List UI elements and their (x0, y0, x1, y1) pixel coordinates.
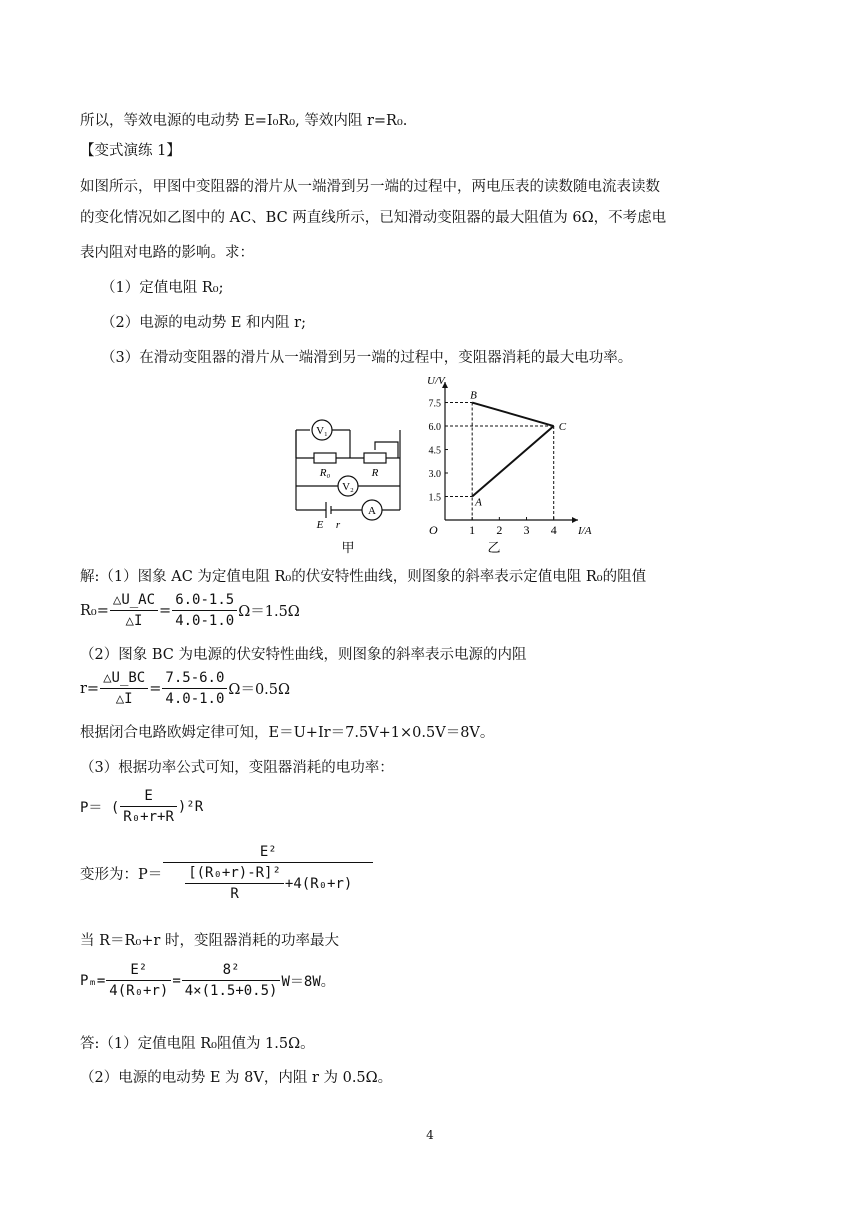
origin-label: O (429, 523, 438, 537)
power-equation (80, 786, 203, 827)
answer-line: （2）电源的电动势 E 为 8V，内阻 r 为 0.5Ω。 (80, 1070, 393, 1086)
denominator: 4.0-1.0 (165, 691, 225, 707)
y-tick-label: 6.0 (428, 422, 441, 434)
ui-graph (427, 375, 592, 537)
equals: = (149, 680, 162, 697)
point-label-B: B (470, 389, 477, 402)
denominator: 4(R₀+r) (109, 983, 169, 999)
x-tick-label: 3 (523, 523, 530, 537)
denominator: △I (125, 613, 143, 629)
ammeter-label: A (368, 505, 376, 517)
page-number: 4 (426, 1128, 434, 1142)
section-heading: 【变式演练 1】 (80, 143, 181, 159)
circuit-caption: 甲 (341, 541, 355, 556)
solution-line: （2）图象 BC 为电源的伏安特性曲线，则图象的斜率表示电源的内阻 (80, 647, 527, 663)
point-label-C: C (558, 421, 567, 434)
fraction (110, 590, 158, 631)
eq-lhs: 变形为：P＝ (80, 866, 163, 883)
inner-fraction (185, 863, 284, 904)
y-tick-label: 1.5 (428, 492, 441, 504)
internal-r-label: r (335, 519, 341, 531)
r-equation (80, 668, 290, 709)
problem-text: 表内阻对电路的影响。求： (80, 245, 254, 261)
fraction (106, 960, 171, 1001)
emf-label: E (316, 519, 324, 531)
denominator (163, 863, 373, 904)
equals: = (159, 602, 172, 619)
equals: = (172, 972, 181, 989)
text-line: 所以，等效电源的电动势 E=I₀R₀, 等效内阻 r=R₀. (80, 113, 408, 129)
v2-label: V₂ (342, 481, 354, 493)
numerator: 7.5-6.0 (162, 668, 227, 689)
figure (290, 375, 592, 560)
r0-label: R₀ (319, 467, 331, 479)
numerator: △U_BC (100, 668, 148, 689)
rheostat (364, 453, 386, 463)
series-line-BC (472, 403, 554, 426)
v1-label: V₁ (316, 425, 328, 437)
y-tick-label: 3.0 (428, 469, 441, 481)
inner-denominator: R (230, 886, 239, 902)
denominator: △I (115, 691, 133, 707)
figure-svg (290, 375, 592, 560)
x-axis-arrow (572, 517, 578, 523)
series-line-AC (472, 426, 554, 496)
eq-lhs: r= (80, 680, 100, 697)
solution-line: 根据闭合电路欧姆定律可知，E＝U+Ir＝7.5V+1×0.5V＝8V。 (80, 725, 495, 741)
denominator: 4.0-1.0 (175, 613, 235, 629)
question-3: （3）在滑动变阻器的滑片从一端滑到另一端的过程中，变阻器消耗的最大电功率。 (101, 350, 633, 366)
fraction (163, 842, 373, 904)
fraction (120, 786, 177, 827)
eq-lhs: R₀= (80, 602, 109, 619)
problem-text: 如图所示，甲图中变阻器的滑片从一端滑到另一端的过程中，两电压表的读数随电流表读数 (80, 179, 660, 195)
rheostat-label: R (371, 467, 379, 479)
result: Ω＝0.5Ω (228, 682, 291, 698)
solution-line: 解:（1）图象 AC 为定值电阻 R₀的伏安特性曲线，则图象的斜率表示定值电阻 R₀的阻值 (80, 569, 647, 585)
solution-line: 当 R＝R₀+r 时，变阻器消耗的功率最大 (80, 933, 339, 949)
y-tick-label: 4.5 (428, 445, 441, 457)
numerator: E² (106, 960, 171, 981)
eq-lhs: P＝ ( (80, 799, 120, 816)
fraction (100, 668, 148, 709)
eq-rhs: )²R (177, 798, 204, 815)
x-tick-label: 2 (496, 523, 503, 537)
x-axis-label: I/A (578, 525, 592, 537)
inner-numerator: [(R₀+r)-R]² (185, 863, 284, 884)
numerator: 8² (182, 960, 281, 981)
solution-line: （3）根据功率公式可知，变阻器消耗的电功率： (80, 760, 394, 776)
numerator: E (120, 786, 177, 807)
r0-resistor (314, 453, 336, 463)
numerator: E² (163, 842, 373, 863)
eq-lhs: Pₘ= (80, 972, 106, 989)
answer-line: 答:（1）定值电阻 R₀阻值为 1.5Ω。 (80, 1036, 315, 1052)
y-axis-label: U/V (427, 375, 445, 387)
x-tick-label: 1 (469, 523, 476, 537)
x-tick-label: 4 (550, 523, 557, 537)
circuit-diagram (296, 420, 400, 520)
r0-equation (80, 590, 300, 631)
result: W＝8W。 (281, 973, 335, 990)
question-1: （1）定值电阻 R₀; (101, 280, 224, 296)
numerator: △U_AC (110, 590, 158, 611)
result: Ω＝1.5Ω (238, 604, 300, 620)
fraction (172, 590, 237, 631)
y-tick-label: 7.5 (428, 398, 441, 410)
chart-caption: 乙 (487, 541, 501, 556)
fraction (182, 960, 281, 1001)
denominator: 4×(1.5+0.5) (184, 983, 278, 999)
point-label-A: A (475, 496, 482, 509)
denominator: R₀+r+R (123, 809, 174, 825)
max-power-equation (80, 960, 335, 1001)
numerator: 6.0-1.5 (172, 590, 237, 611)
fraction (162, 668, 227, 709)
question-2: （2）电源的电动势 E 和内阻 r; (101, 315, 306, 331)
denominator-tail: +4(R₀+r) (284, 875, 353, 892)
transform-equation (80, 842, 374, 904)
problem-text: 的变化情况如乙图中的 AC、BC 两直线所示，已知滑动变阻器的最大阻值为 6Ω，不考虑电 (80, 210, 667, 226)
